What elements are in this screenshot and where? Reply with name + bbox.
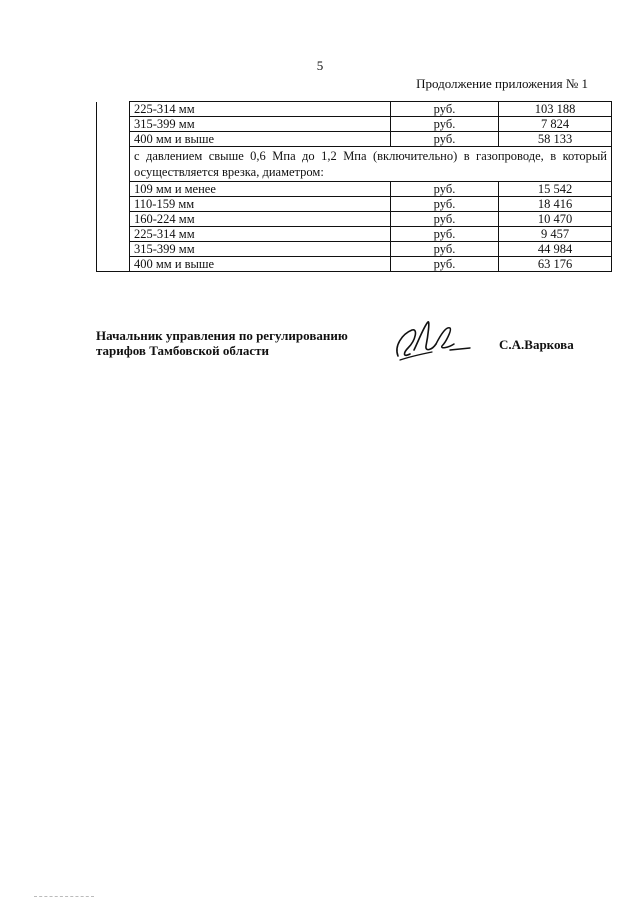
table-row (97, 257, 612, 272)
price-cell: 103 188 (499, 102, 612, 117)
unit-cell: руб. (391, 242, 499, 257)
price-cell: 44 984 (499, 242, 612, 257)
table-row (97, 117, 612, 132)
unit-cell: руб. (391, 197, 499, 212)
diameter-cell: 225-314 мм (130, 227, 391, 242)
diameter-cell: 315-399 мм (130, 117, 391, 132)
unit-cell: руб. (391, 117, 499, 132)
price-cell: 63 176 (499, 257, 612, 272)
diameter-cell: 109 мм и менее (130, 182, 391, 197)
signer-name: С.А.Варкова (499, 337, 574, 352)
diameter-cell: 110-159 мм (130, 197, 391, 212)
table-row (97, 227, 612, 242)
section-note: с давлением свыше 0,6 Мпа до 1,2 Мпа (включительно) в газопроводе, в который осуществляется врезка, диаметром: (130, 147, 612, 182)
price-cell: 58 133 (499, 132, 612, 147)
unit-cell: руб. (391, 132, 499, 147)
table-row (97, 242, 612, 257)
appendix-caption: Продолжение приложения № 1 (416, 76, 588, 91)
row-number-cell (97, 197, 130, 212)
unit-cell: руб. (391, 182, 499, 197)
signer-position-line: Начальник управления по регулированию (96, 328, 348, 343)
row-number-cell (97, 212, 130, 227)
diameter-cell: 400 мм и выше (130, 132, 391, 147)
table-row (97, 132, 612, 147)
footer-divider (34, 896, 94, 897)
row-number-cell (97, 242, 130, 257)
row-number-cell (97, 102, 130, 117)
handwritten-signature (392, 316, 472, 364)
unit-cell: руб. (391, 212, 499, 227)
price-cell: 9 457 (499, 227, 612, 242)
unit-cell: руб. (391, 102, 499, 117)
price-cell: 7 824 (499, 117, 612, 132)
table-row (97, 212, 612, 227)
row-number-cell (97, 117, 130, 132)
unit-cell: руб. (391, 257, 499, 272)
price-cell: 18 416 (499, 197, 612, 212)
price-cell: 15 542 (499, 182, 612, 197)
signer-position-line: тарифов Тамбовской области (96, 343, 270, 358)
page-number: 5 (316, 58, 324, 73)
row-number-cell (97, 227, 130, 242)
diameter-cell: 160-224 мм (130, 212, 391, 227)
row-number-cell (97, 132, 130, 147)
row-number-cell (97, 147, 130, 182)
table-row (97, 182, 612, 197)
table-row (97, 197, 612, 212)
row-number-cell (97, 182, 130, 197)
row-number-cell (97, 257, 130, 272)
unit-cell: руб. (391, 227, 499, 242)
section-note-row (97, 147, 612, 182)
signer-position (96, 328, 348, 358)
diameter-cell: 315-399 мм (130, 242, 391, 257)
tariff-table (96, 101, 612, 272)
price-cell: 10 470 (499, 212, 612, 227)
diameter-cell: 400 мм и выше (130, 257, 391, 272)
diameter-cell: 225-314 мм (130, 102, 391, 117)
table-row (97, 102, 612, 117)
